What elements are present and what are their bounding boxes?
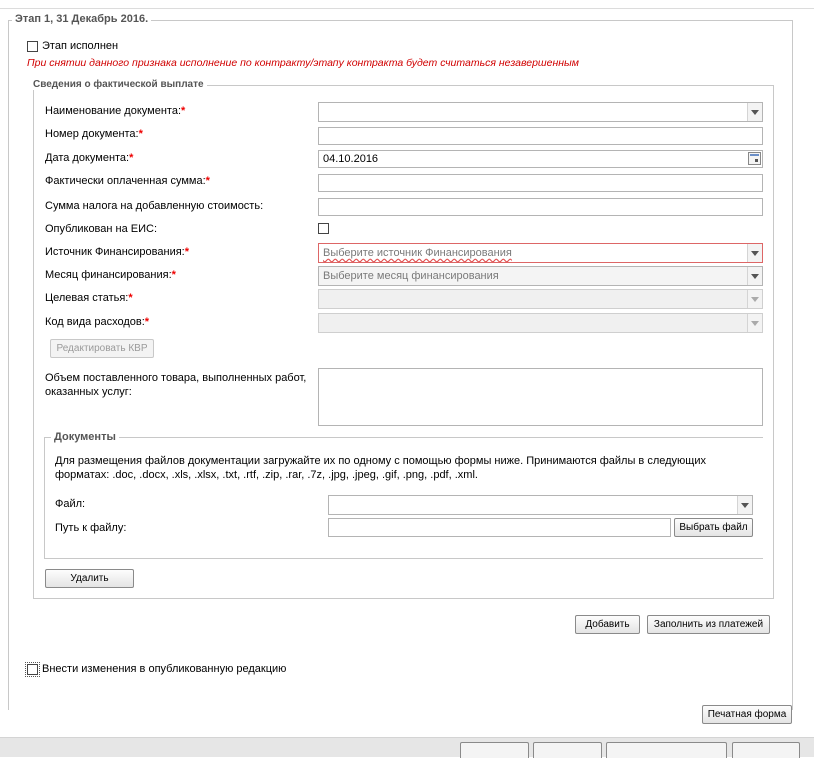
target-article-label: Целевая статья:* (45, 292, 133, 304)
funding-source-select[interactable]: Выберите источник Финансирования (318, 243, 763, 263)
payment-frame-left (33, 85, 34, 599)
publish-changes-label: Внести изменения в опубликованную редакцию (42, 663, 287, 675)
publish-changes-checkbox[interactable] (27, 664, 38, 675)
print-form-button[interactable]: Печатная форма (702, 705, 792, 724)
edit-kvr-button[interactable]: Редактировать КВР (50, 339, 154, 358)
stage-legend: Этап 1, 31 Декабрь 2016. (12, 13, 151, 25)
chevron-down-icon[interactable] (737, 496, 752, 514)
funding-month-label: Месяц финансирования:* (45, 269, 176, 281)
chevron-down-icon[interactable] (747, 103, 762, 121)
add-button[interactable]: Добавить (575, 615, 640, 634)
payment-legend: Сведения о фактической выплате (30, 79, 207, 90)
stage-frame-left (8, 20, 9, 710)
volume-textarea[interactable] (318, 368, 763, 426)
documents-hint: Для размещения файлов документации загружайте их по одному с помощью формы ниже. Принимаются файлы в следующих форматах: .doc, .docx, .xls, .xlsx, .txt, .rtf, .zip, .rar, .7z, .jpg, .jpeg, .gif, .png, .pdf, .xml. (55, 455, 706, 481)
funding-source-label: Источник Финансирования:* (45, 246, 190, 258)
stage-completed-checkbox[interactable] (27, 41, 38, 52)
expense-code-label: Код вида расходов:* (45, 316, 150, 328)
top-divider (0, 8, 814, 9)
doc-name-label: Наименование документа:* (45, 105, 186, 117)
stage-completed-label: Этап исполнен (42, 40, 119, 52)
doc-number-label: Номер документа:* (45, 128, 143, 140)
published-label: Опубликован на ЕИС: (45, 223, 158, 235)
delete-button[interactable]: Удалить (45, 569, 134, 588)
chevron-down-icon[interactable] (747, 244, 762, 262)
funding-month-select[interactable]: Выберите месяц финансирования (318, 266, 763, 286)
paid-sum-input[interactable] (318, 174, 763, 192)
documents-legend: Документы (51, 431, 119, 443)
path-label: Путь к файлу: (55, 522, 127, 534)
fill-from-payments-button[interactable]: Заполнить из платежей (647, 615, 770, 634)
chevron-down-icon[interactable] (747, 267, 762, 285)
doc-number-input[interactable] (318, 127, 763, 145)
payment-frame-bottom (33, 598, 774, 599)
documents-frame-top (44, 437, 763, 438)
doc-date-label: Дата документа:* (45, 152, 134, 164)
expense-code-select[interactable] (318, 313, 763, 333)
calendar-icon[interactable] (748, 152, 761, 165)
file-label: Файл: (55, 498, 86, 510)
doc-name-select[interactable] (318, 102, 763, 122)
doc-date-input[interactable]: 04.10.2016 (318, 150, 763, 168)
vat-label: Сумма налога на добавленную стоимость: (45, 200, 264, 212)
stage-frame-right (792, 20, 793, 710)
file-select[interactable] (328, 495, 753, 515)
chevron-down-icon (747, 290, 762, 308)
stage-warning: При снятии данного признака исполнение по контракту/этапу контракта будет считаться незавершенным (27, 57, 579, 69)
documents-frame-bottom (44, 558, 763, 559)
choose-file-button[interactable]: Выбрать файл (674, 518, 753, 537)
payment-frame-right (773, 85, 774, 599)
vat-input[interactable] (318, 198, 763, 216)
documents-frame-left (44, 437, 45, 559)
bottom-bar (0, 737, 814, 757)
volume-label: Объем поставленного товара, выполненных работ, оказанных услуг: (45, 372, 307, 398)
file-path-input[interactable] (328, 518, 671, 537)
published-checkbox[interactable] (318, 223, 329, 234)
paid-sum-label: Фактически оплаченная сумма:* (45, 175, 210, 187)
chevron-down-icon (747, 314, 762, 332)
target-article-select[interactable] (318, 289, 763, 309)
